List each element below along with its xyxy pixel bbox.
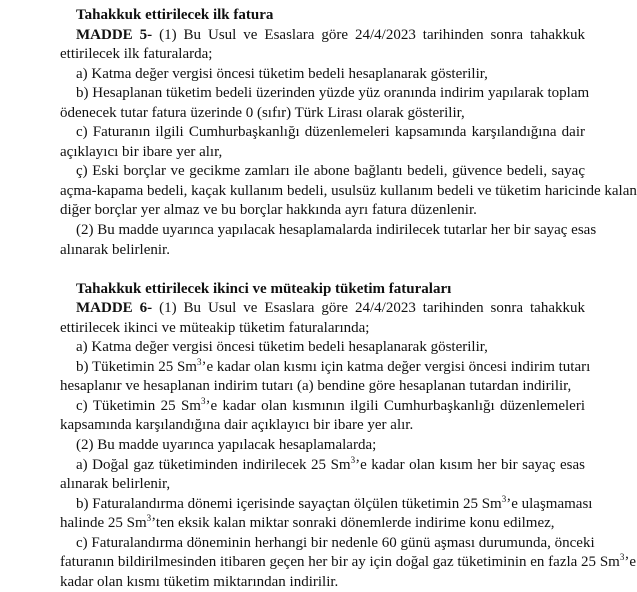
paragraph-line: c) Faturalandırma döneminin herhangi bir nedenle 60 günü aşması durumunda, önceki xyxy=(76,534,595,551)
paragraph-line: ç) Eski borçlar ve gecikme zamları ile abone bağlantı bedeli, güvence bedeli, sayaç xyxy=(76,163,585,180)
unit-sm3: Sm$^3$ xyxy=(599,552,625,571)
article-6-label: MADDE 6- xyxy=(76,300,153,317)
paragraph-line: a) Katma değer vergisi öncesi tüketim bedeli hesaplanarak gösterilir, xyxy=(76,65,488,82)
article-6-intro-line xyxy=(60,299,585,319)
section-spacer xyxy=(60,260,585,280)
paragraph-line: ödenecek tutar fatura üzerinde 0 (sıfır) Türk Lirası olarak gösterilir, xyxy=(60,104,465,121)
unit-sm3: Sm$^3$ xyxy=(126,513,152,532)
paragraph-line: kadar olan kısmı tüketim miktarından indirilir. xyxy=(60,573,339,590)
paragraph-line: ettirilecek ilk faturalarda; xyxy=(60,46,213,63)
paragraph-line: kapsamında karşılandığına dair açıklayıcı bir ibare yer alır. xyxy=(60,417,414,434)
article-5-label: MADDE 5- xyxy=(76,26,153,43)
section-heading-1: Tahakkuk ettirilecek ilk fatura xyxy=(76,7,274,23)
paragraph-line: a) Katma değer vergisi öncesi tüketim bedeli hesaplanarak gösterilir, xyxy=(76,339,488,356)
paragraph-line: (2) Bu madde uyarınca yapılacak hesaplamalarda indirilecek tutarlar her bir sayaç esas xyxy=(76,222,597,239)
article-5-intro-text: (1) Bu Usul ve Esaslara göre 24/4/2023 tarihinden sonra tahakkuk xyxy=(152,26,585,43)
article-6-intro-text: (1) Bu Usul ve Esaslara göre 24/4/2023 tarihinden sonra tahakkuk xyxy=(152,300,585,317)
unit-sm3: Sm$^3$ xyxy=(180,395,206,414)
paragraph-line: hesaplanır ve hesaplanan indirim tutarı (a) bendine göre hesaplanan tutardan indirilir, xyxy=(60,378,572,395)
unit-sm3: Sm$^3$ xyxy=(176,356,202,375)
paragraph-line: faturanın bildirilmesinden itibaren geçen her bir ay için doğal gaz tüketiminin en fazla 25 Sm$^3$’e xyxy=(60,552,636,571)
paragraph-line: alınarak belirlenir, xyxy=(60,476,171,493)
paragraph-line: b) Tüketimin 25 Sm$^3$’e kadar olan kısmı için katma değer vergisi öncesi indirim tutarı xyxy=(76,356,591,375)
section-heading-2: Tahakkuk ettirilecek ikinci ve müteakip tüketim faturaları xyxy=(76,280,452,297)
paragraph-line: açıklayıcı bir ibare yer alır, xyxy=(60,143,223,160)
paragraph-line: (2) Bu madde uyarınca yapılacak hesaplamalarda; xyxy=(76,437,377,454)
paragraph-line: diğer borçlar yer almaz ve bu borçlar hakkında ayrı fatura düzenlenir. xyxy=(60,202,477,219)
paragraph-line: alınarak belirlenir. xyxy=(60,241,170,258)
unit-sm3: Sm$^3$ xyxy=(330,454,356,473)
paragraph-line: ettirilecek ikinci ve müteakip tüketim faturalarında; xyxy=(60,319,370,336)
unit-sm3: Sm$^3$ xyxy=(481,493,507,512)
paragraph-line: b) Faturalandırma dönemi içerisinde sayaçtan ölçülen tüketimin 25 Sm$^3$’e ulaşmaması xyxy=(76,493,593,512)
paragraph-line: c) Tüketimin 25 Sm$^3$’e kadar olan kısmının ilgili Cumhurbaşkanlığı düzenlemeleri xyxy=(76,395,585,414)
paragraph-line: b) Hesaplanan tüketim bedeli üzerinden yüzde yüz oranında indirim yapılarak toplam xyxy=(76,85,590,102)
paragraph-line: c) Faturanın ilgili Cumhurbaşkanlığı düzenlemeleri kapsamında karşılandığına dair xyxy=(76,124,585,141)
article-5-intro-line xyxy=(60,26,585,46)
paragraph-line: açma-kapama bedeli, kaçak kullanım bedeli, usulsüz kullanım bedeli ve tüketim haricinde kalan xyxy=(60,182,637,199)
paragraph-line: a) Doğal gaz tüketiminden indirilecek 25 Sm$^3$’e kadar olan kısım her bir sayaç esas xyxy=(76,454,585,473)
paragraph-line: halinde 25 Sm$^3$’ten eksik kalan miktar sonraki dönemlerde indirime konu edilmez, xyxy=(60,513,555,532)
